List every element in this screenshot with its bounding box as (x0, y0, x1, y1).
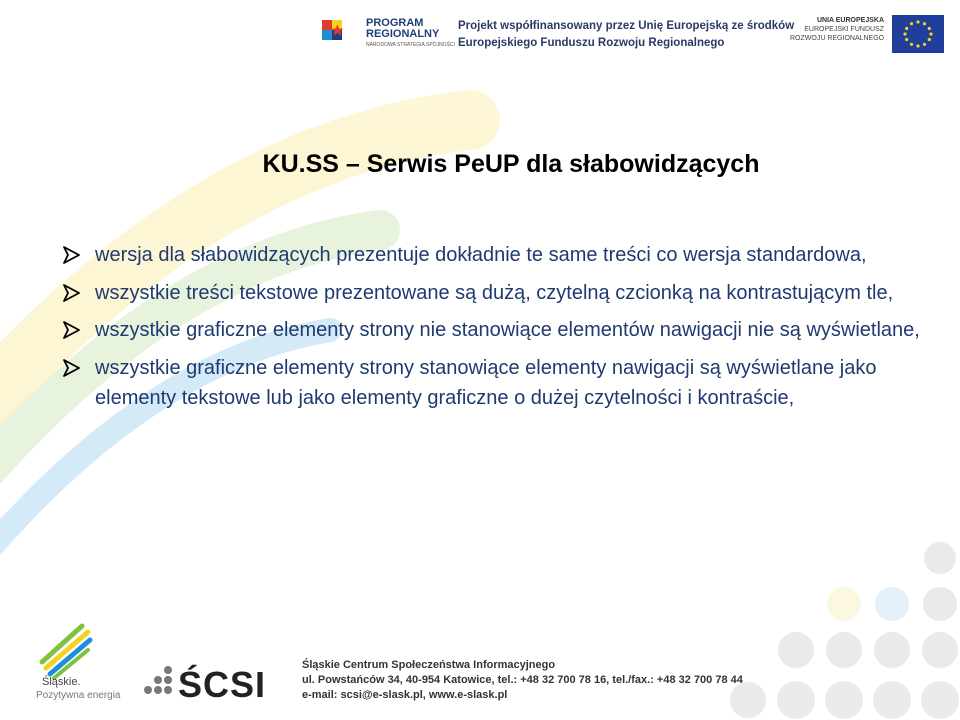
list-item (62, 315, 922, 346)
project-line1: Projekt współfinansowany przez Unię Europejską ze środków (458, 20, 795, 32)
program-line1: PROGRAM (366, 17, 424, 29)
program-line2: REGIONALNY (366, 28, 440, 40)
eu-line2: EUROPEJSKI FUNDUSZ (804, 26, 884, 33)
project-line2: Europejskiego Funduszu Rozwoju Regionalnego (458, 37, 725, 49)
scsi-dots-icon (138, 662, 178, 702)
slide-title: KU.SS – Serwis PeUP dla słabowidzących (262, 150, 760, 178)
list-item (62, 278, 922, 309)
slaskie-tagline: Pozytywna energia (36, 690, 121, 701)
arrow-bullet-icon (62, 284, 82, 302)
bullet-list (62, 240, 922, 421)
project-cofinancing-text (458, 18, 794, 52)
bullet-text: wszystkie treści tekstowe prezentowane są dużą, czytelną czcionką na kontrastującym tle, (95, 281, 894, 304)
bullet-text: wersja dla słabowidzących prezentuje dokładnie te same treści co wersja standardowa, (95, 244, 867, 266)
arrow-bullet-icon (62, 321, 82, 339)
dot-grid (730, 542, 959, 719)
footer-address (302, 658, 743, 703)
scsi-logo-text: ŚCSI (178, 664, 267, 705)
address-line: ul. Powstańców 34, 40-954 Katowice, tel.: +48 32 700 78 16, tel./fax.: +48 32 700 78 44 (302, 674, 743, 686)
program-sub: NARODOWA STRATEGIA SPÓJNOŚCI (366, 42, 455, 48)
eu-line1: UNIA EUROPEJSKA (816, 17, 884, 24)
arrow-bullet-icon (62, 359, 82, 377)
list-item (62, 353, 922, 414)
program-logo-text (366, 18, 439, 40)
slaskie-name: Śląskie. (42, 676, 81, 688)
arrow-bullet-icon (62, 246, 82, 264)
bullet-text: wszystkie graficzne elementy strony stanowiące elementy nawigacji są wyświetlane jako elementy tekstowe lub jako elementy graficzne o dużej czytelności i kontraście, (95, 356, 877, 409)
eu-line3: ROZWOJU REGIONALNEGO (790, 35, 885, 42)
contact-line: e-mail: scsi@e-slask.pl, www.e-slask.pl (302, 689, 508, 701)
star-flag-icon (318, 14, 360, 56)
bullet-text: wszystkie graficzne elementy strony nie stanowiące elementów nawigacji nie są wyświetlane, (95, 319, 920, 341)
list-item (62, 240, 922, 271)
org-name: Śląskie Centrum Społeczeństwa Informacyjnego (302, 659, 556, 671)
eu-flag-icon (892, 15, 944, 53)
eu-label (790, 16, 884, 43)
